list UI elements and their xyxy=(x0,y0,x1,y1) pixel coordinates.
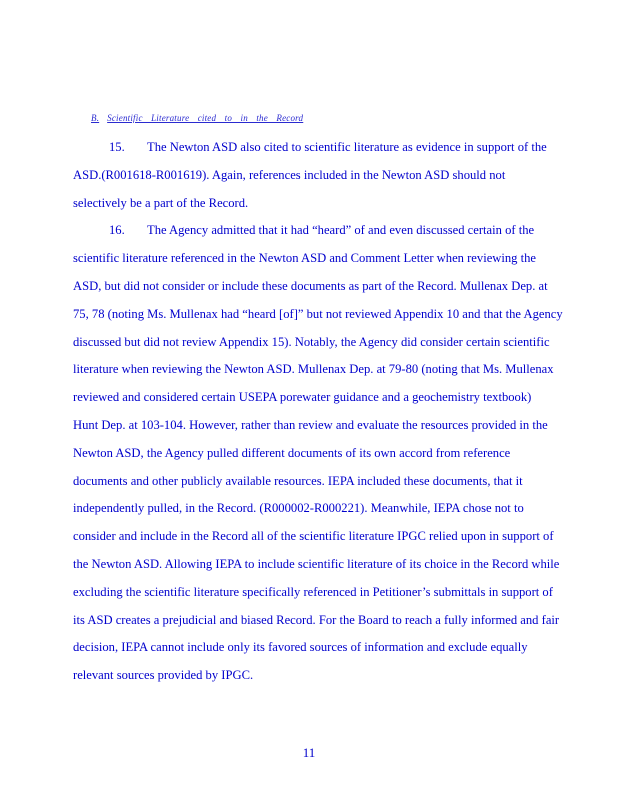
paragraph-15 xyxy=(73,134,613,217)
paragraph-line: literature when reviewing the Newton ASD. Mullenax Dep. at 79-80 (noting that Ms. Mullenax xyxy=(73,362,554,377)
paragraph-line: scientific literature referenced in the Newton ASD and Comment Letter when reviewing the xyxy=(73,251,537,266)
line-text: The Agency admitted that it had “heard” of and even discussed certain of the xyxy=(147,223,535,238)
section-heading xyxy=(91,113,303,123)
paragraph-line: reviewed and considered certain USEPA porewater guidance and a geochemistry textbook) xyxy=(73,390,532,405)
paragraph-16 xyxy=(73,217,613,690)
paragraph-number: 15. xyxy=(109,140,125,154)
page-number: 11 xyxy=(302,745,316,760)
paragraph-line: its ASD creates a prejudicial and biased Record. For the Board to reach a fully informed and fair xyxy=(73,612,560,627)
paragraph-line: Newton ASD, the Agency pulled different documents of its own accord from reference xyxy=(73,445,511,460)
paragraph-line: independently pulled, in the Record. (R000002-R000221). Meanwhile, IEPA chose not to xyxy=(73,501,524,516)
paragraph-line: discussed but did not review Appendix 15). Notably, the Agency did consider certain scientific xyxy=(73,334,550,349)
paragraph-line: documents and other publicly available resources. IEPA included these documents, that it xyxy=(73,473,523,488)
section-heading-number: B. xyxy=(91,113,100,123)
line-text: The Newton ASD also cited to scientific literature as evidence in support of the xyxy=(147,140,547,154)
paragraph-line xyxy=(73,217,613,245)
paragraph-line: decision, IEPA cannot include only its favored sources of information and exclude equally xyxy=(73,640,528,655)
paragraph-line: excluding the scientific literature specifically referenced in Petitioner’s submittals in support of xyxy=(73,584,553,599)
paragraph-line: the Newton ASD. Allowing IEPA to include scientific literature of its choice in the Record while xyxy=(73,556,560,571)
paragraph-line: 75, 78 (noting Ms. Mullenax had “heard [of]” but not reviewed Appendix 10 and that the Agency xyxy=(73,306,563,321)
paragraph-line: Hunt Dep. at 103-104. However, rather than review and evaluate the resources provided in the xyxy=(73,417,548,432)
paragraph-line: ASD.(R001618-R001619). Again, references included in the Newton ASD should not xyxy=(73,167,506,182)
paragraph-line: ASD, but did not consider or include these documents as part of the Record. Mullenax Dep. at xyxy=(73,278,548,293)
paragraph-line xyxy=(73,134,613,162)
document-body xyxy=(73,134,613,690)
paragraph-number: 16. xyxy=(109,223,125,238)
section-heading-title: Scientific Literature cited to in the Record xyxy=(107,113,304,123)
paragraph-line: selectively be a part of the Record. xyxy=(73,195,249,210)
paragraph-line: relevant sources provided by IPGC. xyxy=(73,668,254,683)
paragraph-line: consider and include in the Record all of the scientific literature IPGC relied upon in support of xyxy=(73,529,554,544)
